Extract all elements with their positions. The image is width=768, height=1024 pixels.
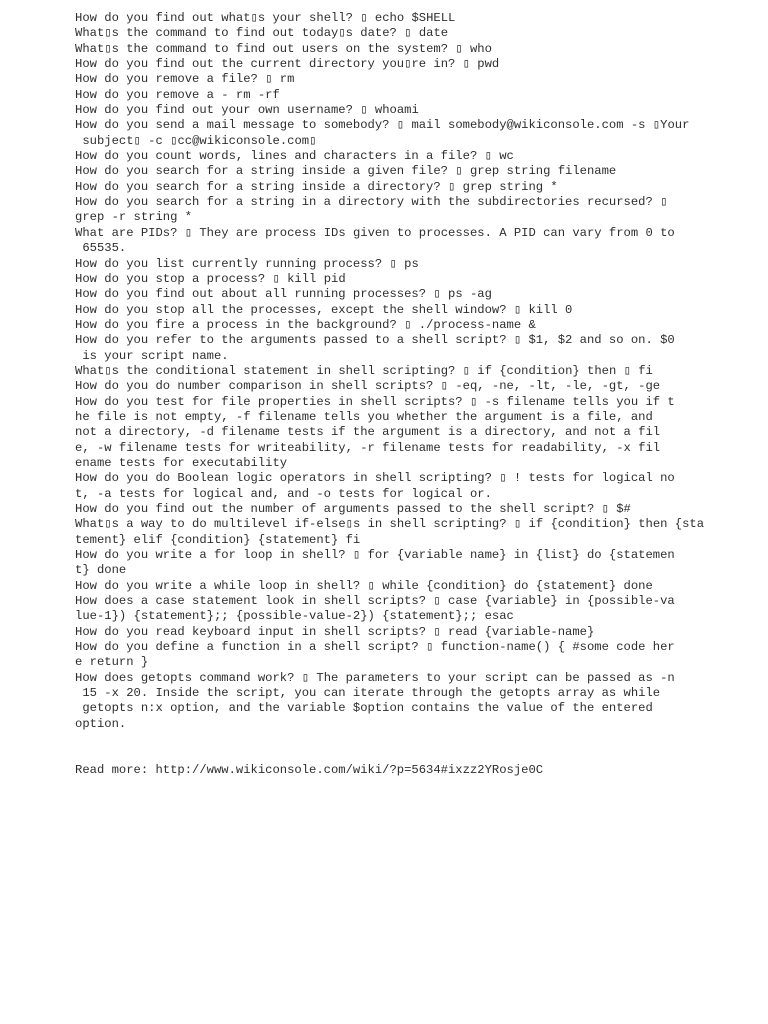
text-line: e return } [75,655,149,670]
text-line: How do you list currently running process? ▯ ps [75,256,419,271]
text-line: How do you fire a process in the background? ▯ ./process-name & [75,317,536,332]
text-line: How do you search for a string inside a directory? ▯ grep string * [75,179,558,194]
text-line: t, -a tests for logical and, and -o tests for logical or. [75,486,492,501]
text-line: How does getopts command work? ▯ The parameters to your script can be passed as -n [75,670,675,685]
read-more-link[interactable]: Read more: http://www.wikiconsole.com/wiki/?p=5634#ixzz2YRosje0C [75,762,544,777]
text-line: How do you search for a string in a directory with the subdirectories recursed? ▯ [75,195,668,210]
document-text [75,11,755,732]
text-line: What▯s the command to find out today▯s date? ▯ date [75,26,449,41]
text-line: How do you do Boolean logic operators in shell scripting? ▯ ! tests for logical no [75,471,675,486]
text-line: How do you refer to the arguments passed to a shell script? ▯ $1, $2 and so on. $0 [75,333,675,348]
text-line: not a directory, -d filename tests if the argument is a directory, and not a fil [75,425,661,440]
text-line: e, -w filename tests for writeability, -r filename tests for readability, -x fil [75,440,661,455]
text-line: How do you do number comparison in shell scripts? ▯ -eq, -ne, -lt, -le, -gt, -ge [75,379,661,394]
text-line: grep -r string * [75,210,193,225]
text-line: 15 -x 20. Inside the script, you can iterate through the getopts array as while [75,686,661,701]
text-line: How do you count words, lines and characters in a file? ▯ wc [75,149,514,164]
text-line: How do you find out the number of arguments passed to the shell script? ▯ $# [75,502,631,516]
blank-space [75,732,755,763]
text-line: How do you write a while loop in shell? ▯ while {condition} do {statement} done [75,578,653,593]
text-line: How do you read keyboard input in shell scripts? ▯ read {variable-name} [75,624,595,639]
text-line: How do you find out your own username? ▯ whoami [75,103,419,118]
text-line: How do you remove a - rm -rf [75,87,280,102]
text-line: How do you find out about all running processes? ▯ ps -ag [75,287,492,302]
text-line: option. [75,716,127,731]
document-body [75,11,755,778]
text-line: What are PIDs? ▯ They are process IDs given to processes. A PID can vary from 0 to [75,225,675,240]
text-line: getopts n:x option, and the variable $option contains the value of the entered [75,701,653,716]
text-line: How do you write a for loop in shell? ▯ for {variable name} in {list} do {statemen [75,548,675,563]
text-line: ename tests for executability [75,455,288,470]
text-line: How do you test for file properties in shell scripts? ▯ -s filename tells you if t [75,394,675,409]
text-line: subject▯ -c ▯cc@wikiconsole.com▯ [75,133,317,148]
text-line: How do you search for a string inside a given file? ▯ grep string filename [75,164,617,179]
text-line: How do you find out what▯s your shell? ▯ echo $SHELL [75,11,456,25]
text-line: tement} elif {condition} {statement} fi [75,532,361,547]
text-line: he file is not empty, -f filename tells you whether the argument is a file, and [75,409,653,424]
text-line: What▯s a way to do multilevel if-else▯s in shell scripting? ▯ if {condition} then {sta [75,517,705,532]
text-line: How do you find out the current directory you▯re in? ▯ pwd [75,57,500,72]
text-line: t} done [75,563,127,578]
text-line: How does a case statement look in shell scripts? ▯ case {variable} in {possible-va [75,594,675,609]
text-line: How do you stop a process? ▯ kill pid [75,271,346,286]
text-line: How do you define a function in a shell script? ▯ function-name() { #some code her [75,640,675,655]
text-line: How do you remove a file? ▯ rm [75,72,295,87]
text-line: How do you stop all the processes, except the shell window? ▯ kill 0 [75,302,573,317]
text-line: How do you send a mail message to somebody? ▯ mail somebody@wikiconsole.com -s ▯Your [75,118,690,133]
text-line: What▯s the conditional statement in shell scripting? ▯ if {condition} then ▯ fi [75,363,653,378]
text-line: is your script name. [75,348,229,363]
text-line: 65535. [75,241,127,256]
text-line: lue-1}) {statement};; {possible-value-2}) {statement};; esac [75,609,514,624]
text-line: What▯s the command to find out users on the system? ▯ who [75,41,492,56]
